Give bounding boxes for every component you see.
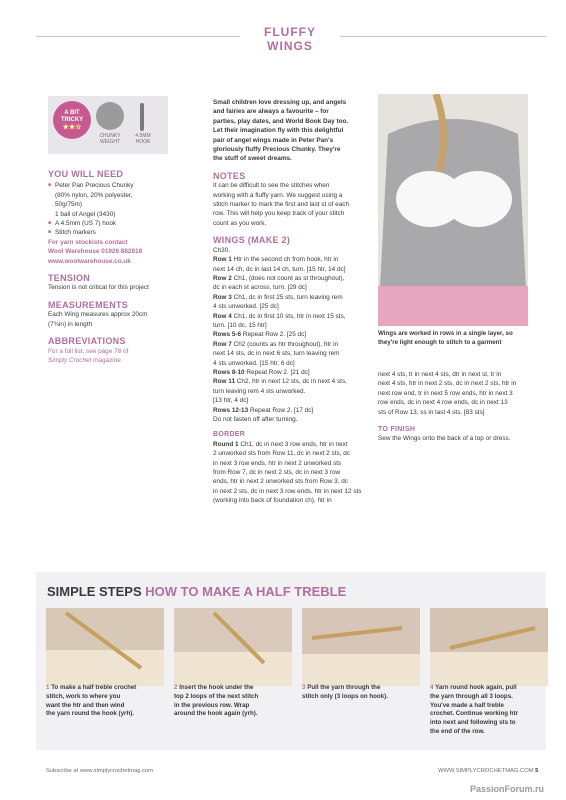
step-line: in the previous row. Wrap [174,701,250,709]
stockists-phone: Wool Warehouse 01926 882818 [48,248,143,256]
row-label: Rows 8-10 [213,368,245,376]
row-text: in next 2 sts, dc in next 3 row ends, htr in next 12 sts [213,487,362,495]
instruction-line [213,459,373,468]
yarn-weight-label [90,133,130,145]
instruction-line [213,415,373,424]
instruction-line [213,496,373,505]
row-text: Do not fasten off after turning. [213,416,298,423]
instruction-line [213,246,373,255]
instruction-line [213,387,373,396]
intro-line: the stuff of sweet dreams. [213,155,292,163]
row-text: in next 3 row ends, htr in next 2 unworked sts [213,459,342,467]
row-text: Ch1, dc in first 10 sts, htr in next 15 sts, [231,312,346,320]
step-line: To make a half treble crochet [51,684,137,691]
step-line: into next and following sts to [430,719,516,727]
wings-heading: WINGS (MAKE 2) [213,235,291,246]
border-heading: BORDER [213,431,246,439]
border-instructions [213,440,373,506]
instruction-line [213,255,373,264]
instruction-line [213,293,373,302]
step-line: the yarn through all 3 loops. [430,692,513,700]
instruction-line [213,487,373,496]
step-line: Insert the hook under the [179,684,254,691]
instruction-line [213,406,373,415]
instruction-line [213,340,373,349]
step-line: You've made a half treble [430,701,504,709]
caption-line: they're light enough to stitch to a garment [378,338,502,346]
row-label: Row 7 [213,340,232,348]
badge-mid: TRICKY [60,117,84,123]
row-label: Row 2 [213,274,232,282]
intro-line: pair of angel wings made in Peter Pan's [213,136,334,144]
footer-subscribe[interactable]: Subscribe at www.simplycrochetmag.com [46,768,153,774]
left-column [48,170,198,365]
row-text: 4 sts unworked. [25 dc] [213,303,279,311]
step-line: top 2 loops of the next stitch [174,692,259,700]
row-text: Ch1, dc in next 3 row ends, htr in next [238,440,348,448]
step-3-text [302,684,422,702]
need-item: ■ Peter Pan Precious Chunky [55,181,198,190]
intro-line: and fairies are always a favourite – for [213,108,329,116]
right-column [378,370,548,444]
row-label: Row 4 [213,312,232,320]
intro-line: Let their imagination fly with this delightful [213,127,344,135]
magazine-name: Simply Crochet [48,356,92,364]
instruction-line [213,368,373,377]
instruction-line [213,449,373,458]
row-text: Htr in the second ch from hook, htr in [231,256,339,264]
continued-line: sts of Row 13, ss in last 4 sts. [83 sts] [378,408,485,416]
row-label: Rows 12-13 [213,406,249,414]
steps-heading-left: SIMPLE STEPS [47,584,142,599]
you-will-need-heading: YOU WILL NEED [48,169,124,179]
measurements-heading: MEASUREMENTS [48,299,129,310]
watermark: PassionForum.ru [470,784,545,794]
row-text: 4 sts unworked. [15 htr, 6 dc] [213,359,295,367]
instruction-line [213,265,373,274]
row-text: [13 htr, 4 dc] [213,397,249,405]
step-line: Pull the yarn through the [307,684,381,691]
yarn-label-1: CHUNKY [99,133,121,139]
row-text: Ch2 (counts as htr throughout), htr in [231,340,339,348]
instruction-line [213,302,373,311]
step-2-photo [174,608,292,686]
steps-heading [47,584,346,599]
measurements-line: (7¾in) in length [48,320,93,328]
step-line: Yarn round hook again, pull [435,684,517,691]
stockists-line: For yarn stockists contact [48,238,128,246]
instruction-line [213,330,373,339]
instruction-line [213,312,373,321]
row-text: Repeat Row 2. [17 dc] [248,406,314,414]
continued-line: next row end, tr in next 5 row ends, htr in next 3 [378,389,513,397]
wings-photo [378,94,528,326]
instruction-line [213,321,373,330]
step-line: stitch only (3 loops on hook). [302,692,388,700]
row-text: Repeat Row 2. [25 dc] [241,331,307,339]
need-item: 50g/75m) [55,201,82,209]
row-text: Ch1, dc in first 25 sts, turn leaving rem [231,293,343,301]
notes-line: count as you work. [213,219,267,227]
row-label: Row 11 [213,378,236,386]
caption-line: Wings are worked in rows in a single layer, so [378,330,513,337]
step-line: want the htr and then wind [46,701,125,709]
hook-label-1: 4.5MM [135,133,151,139]
instruction-line [213,283,373,292]
instruction-line [213,396,373,405]
intro-line: gloriously fluffy Precious Chunky. They're [213,146,341,154]
row-text: next 14 ch, dc in last 14 ch, turn. [15 htr, 14 dc] [213,265,346,273]
row-label: Row 1 [213,256,232,264]
notes-line: It can be difficult to see the stitches when [213,182,330,190]
step-2-image [174,608,292,686]
row-label: Round 1 [213,440,239,448]
badge-top: A BIT [64,110,80,116]
abbreviations-rest: magazine [91,356,121,364]
instruction-line [213,274,373,283]
step-4-photo [430,608,548,686]
footer-url [438,768,538,774]
step-3-photo [302,608,420,686]
instruction-line [213,349,373,358]
tension-heading: TENSION [48,273,91,284]
step-line: the yarn round the hook (yrh). [46,710,135,718]
continued-line: next 4 sts, tr in next 4 sts, dtr in next st, tr in [378,371,502,378]
notes-line: working with a fluffy yarn. We suggest using a [213,191,343,199]
row-text: 2 unworked sts from Row 11, dc in next 2 sts, dc [213,450,350,458]
crochet-hook-icon [140,103,144,131]
page-title: FLUFFY WINGS [240,25,340,53]
stockists-url[interactable]: www.woolwarehouse.co.uk [48,257,131,265]
intro-line: parties, play dates, and World Book Day too. [213,117,349,125]
need-item: 1 ball of Angel (3430) [55,210,116,218]
step-4-image [430,608,548,686]
row-text: Ch2, htr in next 12 sts, dc in next 4 sts, [235,378,347,386]
step-2-text [174,684,294,719]
hook-label-2: HOOK [135,139,151,145]
footer-site[interactable]: WWW.SIMPLYCROCHETMAG.COM [438,768,534,774]
difficulty-badge [53,101,91,139]
yarn-label-2: WEIGHT [100,139,120,145]
step-line: crochet. Continue working htr [430,710,519,718]
notes-heading: NOTES [213,170,246,181]
instruction-line [213,477,373,486]
intro [213,98,373,164]
instruction-line [213,440,373,449]
yarn-ball-icon [96,102,124,130]
step-number: 2 [174,684,178,691]
steps-heading-right: HOW TO MAKE A HALF TREBLE [145,584,347,599]
row-text: turn. [10 dc, 15 htr] [213,321,267,329]
step-1-text [46,684,166,719]
row-text: (working into back of foundation ch), htr in [213,497,332,505]
finish-text: Sew the Wings onto the back of a top or dress. [378,435,511,443]
abbreviations-line: For a full list, see page 78 of [48,347,129,355]
step-line: around the hook again (yrh). [174,710,258,718]
instruction-line [213,468,373,477]
row-label: Row 3 [213,293,232,301]
need-item: ■ A 4.5mm (US 7) hook [55,219,198,228]
step-number: 3 [302,684,306,691]
continued-line: row ends, dc in next 4 row ends, dc in next 13 [378,399,508,407]
wings-instructions [213,246,373,425]
row-text: turn leaving rem 4 sts unworked. [213,387,306,395]
step-1-image [46,608,164,686]
measurements-line: Each Wing measures approx 20cm [48,311,148,319]
row-text: dc in each st across, turn. [29 dc] [213,284,307,292]
instruction-line [213,359,373,368]
photo-caption [378,330,548,347]
wings-illustration [378,94,528,326]
need-item: ■ Stitch markers [55,228,198,237]
row-text: from Row 7, dc in next 2 sts, dc in next 3 row [213,469,341,477]
instruction-line [213,377,373,386]
step-1-photo [46,608,164,686]
step-line: the end of the row. [430,727,485,735]
notes-line: row. This will help you keep track of your stitch [213,210,345,218]
abbreviations-heading: ABBREVIATIONS [48,336,126,347]
difficulty-stars: ★★☆ [62,124,82,131]
step-line: stitch, work to where you [46,692,121,700]
row-text: next 14 sts, dc in next 6 sts, turn leaving rem [213,350,340,358]
row-text: Ch1, (does not count as st throughout), [231,274,345,282]
intro-line: Small children love dressing up, and angels [213,99,347,106]
notes-line: stitch marker to mark the first and last st of each [213,201,350,209]
need-item: (80% nylon, 20% polyester, [55,191,133,199]
row-text: Ch30. [213,246,231,254]
finish-heading: TO FINISH [378,426,416,434]
row-label: Rows 5-6 [213,331,242,339]
hook-size-label [126,133,160,145]
tension-text: Tension is not critical for this project [48,284,149,292]
step-4-text [430,684,550,737]
step-number: 1 [46,684,50,691]
continued-line: next 4 sts, htr in next 2 sts, dc in next 2 sts, htr in [378,380,517,388]
page-number: 5 [535,768,539,774]
step-number: 4 [430,684,434,691]
step-3-image [302,608,420,686]
row-text: ends, htr in next 2 unworked sts from Row 3, dc [213,478,348,486]
middle-column [213,98,373,506]
row-text: Repeat Row 2. [21 dc] [244,368,310,376]
